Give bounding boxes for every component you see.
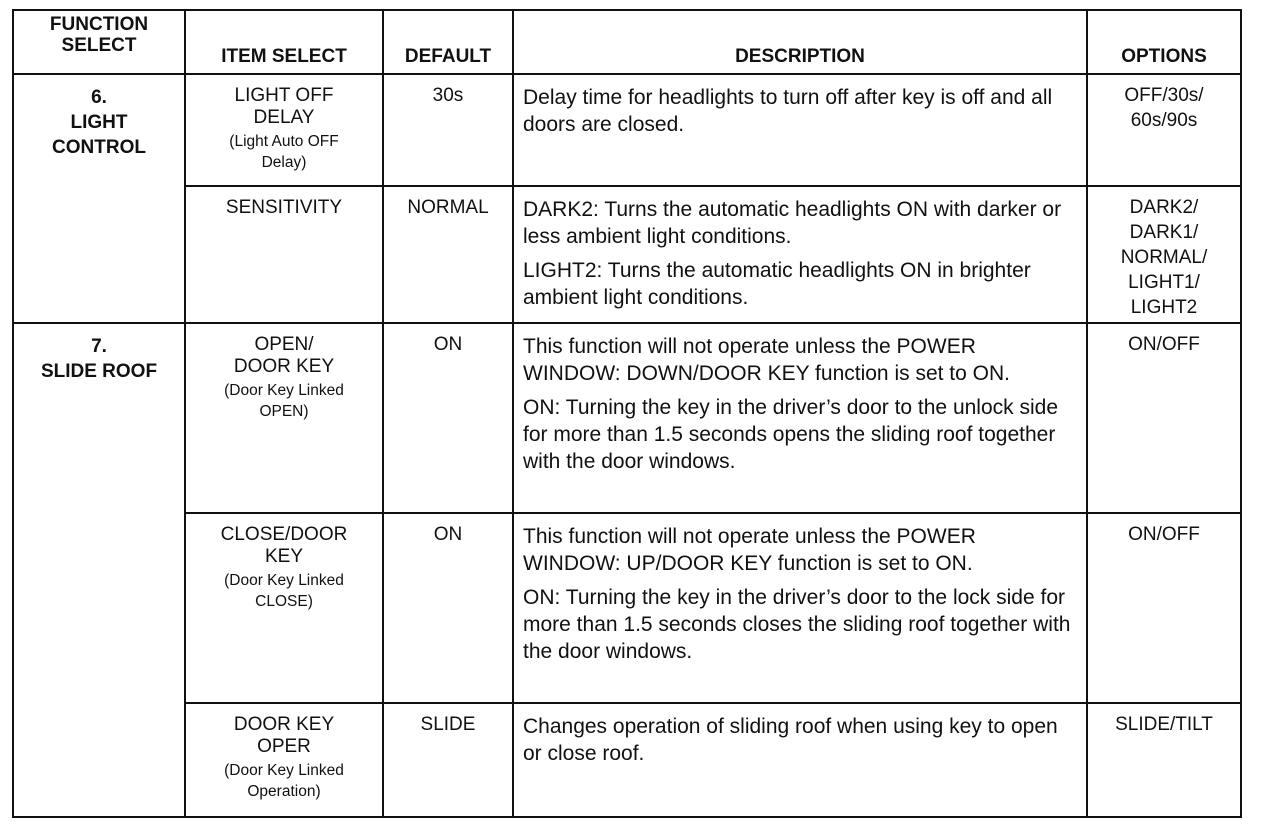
- function-number: 6.: [91, 87, 107, 108]
- default-value: 30s: [383, 74, 513, 186]
- item-cell: [185, 74, 383, 186]
- description-header: DESCRIPTION: [513, 10, 1087, 74]
- function-select-header: FUNCTION SELECT: [13, 10, 185, 74]
- description-text: DARK2: Turns the automatic headlights ON with darker or less ambient light conditions.: [523, 198, 1062, 248]
- options-value: OFF/30s/ 60s/90s: [1087, 74, 1241, 186]
- item-name: CLOSE/DOOR KEY: [220, 524, 348, 567]
- item-name: LIGHT OFF DELAY: [234, 85, 334, 128]
- item-cell: [185, 323, 383, 513]
- item-select-header: ITEM SELECT: [185, 10, 383, 74]
- description-text: ON: Turning the key in the driver’s door to the unlock side for more than 1.5 seconds opens the sliding roof together with the door windows.: [523, 396, 1059, 473]
- item-cell: [185, 186, 383, 323]
- description-cell: [513, 513, 1087, 703]
- item-subtitle: (Door Key Linked Operation): [224, 762, 344, 800]
- table-row: [13, 323, 1241, 513]
- function-cell-slide-roof: [13, 323, 185, 817]
- default-value: ON: [383, 513, 513, 703]
- item-subtitle: (Light Auto OFF Delay): [229, 133, 339, 171]
- description-text: Delay time for headlights to turn off after key is off and all doors are closed.: [523, 86, 1053, 136]
- description-cell: [513, 74, 1087, 186]
- item-cell: [185, 513, 383, 703]
- description-cell: [513, 703, 1087, 817]
- description-cell: [513, 186, 1087, 323]
- default-value: SLIDE: [383, 703, 513, 817]
- default-header: DEFAULT: [383, 10, 513, 74]
- options-value: DARK2/ DARK1/ NORMAL/ LIGHT1/ LIGHT2: [1087, 186, 1241, 323]
- description-text: This function will not operate unless the POWER WINDOW: UP/DOOR KEY function is set to ON.: [523, 525, 976, 575]
- description-cell: [513, 323, 1087, 513]
- item-subtitle: (Door Key Linked OPEN): [224, 382, 344, 420]
- item-cell: [185, 703, 383, 817]
- options-header: OPTIONS: [1087, 10, 1241, 74]
- function-settings-table: [12, 9, 1242, 818]
- options-value: SLIDE/TILT: [1087, 703, 1241, 817]
- table-row: [13, 186, 1241, 323]
- function-name: SLIDE ROOF: [40, 361, 158, 382]
- function-number: 7.: [91, 336, 107, 357]
- item-name: SENSITIVITY: [225, 197, 343, 218]
- function-cell-light-control: [13, 74, 185, 323]
- options-value: ON/OFF: [1087, 323, 1241, 513]
- description-text: ON: Turning the key in the driver’s door to the lock side for more than 1.5 seconds closes the sliding roof together with the door windows.: [523, 586, 1071, 663]
- options-value: ON/OFF: [1087, 513, 1241, 703]
- function-name: LIGHT: [70, 112, 128, 133]
- description-text: Changes operation of sliding roof when using key to open or close roof.: [523, 715, 1058, 765]
- table-row: [13, 74, 1241, 186]
- default-value: NORMAL: [383, 186, 513, 323]
- description-text: This function will not operate unless the POWER WINDOW: DOWN/DOOR KEY function is set to ON.: [523, 335, 1010, 385]
- header-row: [13, 10, 1241, 74]
- table-row: [13, 703, 1241, 817]
- function-name: CONTROL: [52, 137, 146, 158]
- item-name: OPEN/ DOOR KEY: [233, 334, 335, 377]
- table-row: [13, 513, 1241, 703]
- item-name: DOOR KEY OPER: [233, 714, 335, 757]
- item-subtitle: (Door Key Linked CLOSE): [224, 572, 344, 610]
- default-value: ON: [383, 323, 513, 513]
- description-text: LIGHT2: Turns the automatic headlights ON in brighter ambient light conditions.: [523, 259, 1031, 309]
